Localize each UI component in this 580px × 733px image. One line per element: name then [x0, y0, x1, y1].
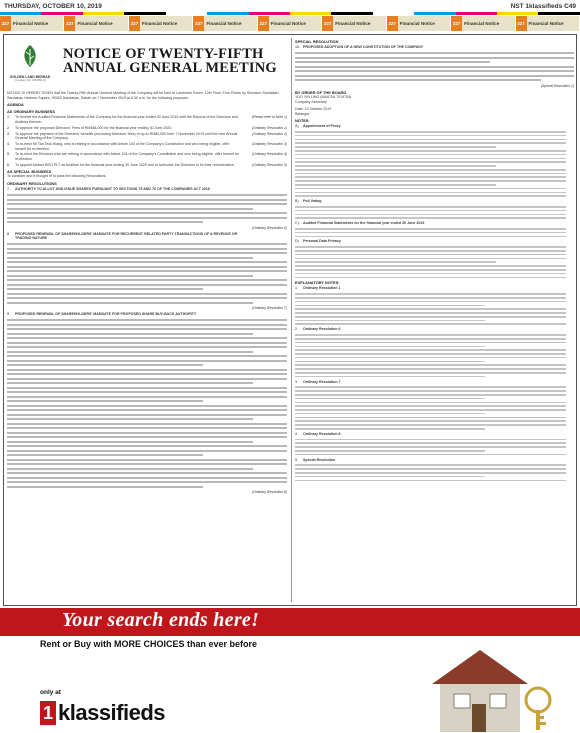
agenda-item-ref: (Ordinary Resolution 4) — [251, 152, 287, 157]
notice-intro: NOTICE IS HEREBY GIVEN that the Twenty-Fifth Annual General Meeting of the Company will be held at Landmark Room, 12th Floor, Four Points by Sheraton Sandakan, Sandakan Harbour Square, 90000 Sandakan, Sabah on 7 November 2019 at 8.30 a.m. for the following purposes: — [7, 91, 280, 100]
resolution-7-heading: AUTHORITY TO ALLOT AND ISSUE SHARES PURSUANT TO SECTIONS 75 AND 76 OF THE COMPANIES ACT 2016 — [15, 187, 210, 192]
category-tab-label: Financial Notice — [270, 21, 306, 26]
agm-notice — [3, 34, 577, 606]
explanatory-note-label: Ordinary Resolution 8 — [303, 431, 341, 436]
category-tab-number: 227 — [64, 16, 75, 31]
agenda-item-text: To approve the proposed Directors' Fees of RM468,000 for the financial year ending 30 June 2020. — [15, 125, 173, 130]
note-label: Poll Voting — [303, 199, 322, 204]
category-tab-number: 227 — [322, 16, 333, 31]
explanatory-notes-heading: EXPLANATORY NOTES: — [295, 280, 340, 286]
explanatory-note-label: Special Resolution — [303, 457, 336, 462]
explanatory-note — [295, 432, 574, 456]
notice-title-line1: NOTICE OF TWENTY-FIFTH — [63, 46, 264, 62]
klassifieds-logo[interactable] — [40, 700, 165, 726]
category-tab[interactable] — [193, 16, 257, 31]
note-label: Personal Data Privacy — [303, 239, 341, 244]
notice-right-column — [295, 35, 574, 603]
leaf-logo-icon — [19, 43, 41, 69]
category-tab-label: Financial Notice — [399, 21, 435, 26]
category-tab[interactable] — [129, 16, 193, 31]
explanatory-note-number: 3. — [295, 379, 298, 384]
explanatory-note-label: Ordinary Resolution 1 — [303, 286, 341, 291]
agenda-item-text: To receive the Audited Financial Statements of the Company for the financial year ended 30 June 2019 with the Reports of the Directors and Auditors thereon. — [15, 115, 238, 125]
category-tab[interactable] — [387, 16, 451, 31]
explanatory-note-label: Ordinary Resolution 6 — [303, 327, 341, 332]
note-label: Appointment of Proxy — [303, 124, 341, 129]
category-tab-number: 227 — [387, 16, 398, 31]
category-tabs — [0, 16, 580, 31]
colorbar-swatch — [290, 12, 331, 15]
agenda-item — [7, 132, 287, 141]
notice-title — [63, 47, 277, 75]
house-with-keys-icon — [420, 642, 570, 732]
note-number: A) — [295, 124, 299, 129]
category-tab-label: Financial Notice — [335, 21, 371, 26]
resolution-8-heading: PROPOSED RENEWAL OF SHAREHOLDERS' MANDATE FOR RECURRENT RELATED PARTY TRANSACTIONS OF A REVENUE OR TRADING NATURE — [15, 231, 238, 241]
agenda-item-ref: (Ordinary Resolution 3) — [251, 141, 287, 146]
company-logo-reg: (Company No. 1093456-H) — [14, 79, 46, 82]
colorbar-swatch — [83, 12, 124, 15]
page-folio — [511, 3, 576, 10]
colorbar-swatch — [414, 12, 455, 15]
note-number: B) — [295, 199, 299, 204]
by-order-heading: BY ORDER OF THE BOARD — [295, 90, 347, 96]
secretary-title: Company Secretary — [295, 100, 327, 105]
notice-date: Date: 10 October 2019 — [295, 106, 332, 111]
print-color-bar — [0, 12, 580, 15]
page-date: THURSDAY, OCTOBER 10, 2019 — [4, 2, 102, 10]
category-tab-label: Financial Notice — [77, 21, 113, 26]
resolution-8: 8. PROPOSED RENEWAL OF SHAREHOLDERS' MANDATE FOR RECURRENT RELATED PARTY TRANSACTIONS OF A REVENUE OR TRADING NATURE — [7, 231, 238, 241]
note-item — [295, 199, 574, 219]
agenda-item — [7, 163, 287, 168]
colorbar-swatch — [249, 12, 290, 15]
ordinary-resolutions-heading: ORDINARY RESOLUTIONS — [7, 181, 57, 187]
agenda-item — [7, 126, 287, 131]
explanatory-note-label: Ordinary Resolution 7 — [303, 379, 341, 384]
resolution-8-ref: (Ordinary Resolution 7) — [251, 306, 287, 311]
notice-place: Balangor — [295, 111, 310, 116]
agenda-item-ref: (Ordinary Resolution 2) — [251, 131, 287, 136]
agenda-item — [7, 142, 287, 151]
banner-subheadline: Rent or Buy with MORE CHOICES than ever before — [40, 639, 258, 649]
ordinary-business-heading: AS ORDINARY BUSINESS — [7, 109, 55, 115]
resolution-9-ref: (Ordinary Resolution 8) — [251, 490, 287, 495]
notice-left-column — [7, 35, 287, 603]
ordinary-business-list — [7, 115, 287, 167]
note-label: Audited Financial Statements for the financial year ended 30 June 2019 — [303, 221, 425, 226]
explanatory-note-number: 1. — [295, 286, 298, 291]
colorbar-swatch — [124, 12, 165, 15]
agenda-item — [7, 115, 287, 124]
category-tab[interactable] — [0, 16, 64, 31]
agenda-heading: AGENDA — [7, 102, 24, 108]
category-tab[interactable] — [451, 16, 515, 31]
category-tab[interactable] — [322, 16, 386, 31]
colorbar-swatch — [538, 12, 579, 15]
category-tab-number: 227 — [129, 16, 140, 31]
company-logo-name: GOLDEN LAND BERHAD — [9, 75, 51, 79]
notice-title-line2: ANNUAL GENERAL MEETING — [63, 60, 277, 76]
brand-label: 1klassifieds — [525, 2, 563, 10]
agenda-item-number: 3. — [7, 131, 10, 136]
agenda-item-number: 5. — [7, 152, 10, 157]
notes-heading: NOTES: — [295, 118, 310, 124]
explanatory-note — [295, 286, 574, 325]
note-item — [295, 221, 574, 237]
company-logo — [7, 43, 53, 82]
category-tab-number: 227 — [516, 16, 527, 31]
colorbar-swatch — [166, 12, 207, 15]
resolution-9-body — [7, 319, 287, 488]
klassifieds-logo-digit: 1 — [40, 701, 56, 725]
category-tab-label: Financial Notice — [13, 21, 49, 26]
explanatory-note — [295, 458, 574, 482]
agenda-item-ref: (Ordinary Resolution 1) — [251, 125, 287, 130]
special-business-heading: AS SPECIAL BUSINESS — [7, 169, 52, 175]
category-tab-label: Financial Notice — [141, 21, 178, 26]
category-tab[interactable] — [64, 16, 128, 31]
agenda-item-ref: (Ordinary Resolution 5) — [251, 162, 287, 167]
agenda-item-text: To re-elect the Directors who are retiring in accordance with Article 104 of the Company's Constitution and who being eligible, offer herself for re-election. — [15, 152, 239, 162]
klassifieds-logo-word: klassifieds — [58, 700, 166, 725]
colorbar-swatch — [41, 12, 82, 15]
category-tab[interactable] — [516, 16, 580, 31]
category-tab-number: 227 — [451, 16, 462, 31]
agenda-item-ref: (Please refer to Note 1) — [251, 115, 287, 120]
special-resolution-title: PROPOSED ADOPTION OF A NEW CONSTITUTION OF THE COMPANY — [303, 45, 424, 49]
resolution-7-body — [7, 194, 287, 223]
category-tab-label: Financial Notice — [464, 21, 500, 26]
category-tab-number: 227 — [0, 16, 11, 31]
note-number: D) — [295, 239, 299, 244]
agenda-item-number: 2. — [7, 125, 10, 130]
category-tab-label: Financial Notice — [206, 21, 242, 26]
colorbar-swatch — [373, 12, 414, 15]
category-tab-number: 227 — [193, 16, 204, 31]
special-resolution-heading: SPECIAL RESOLUTION — [295, 39, 339, 44]
page-number: C49 — [564, 2, 576, 10]
agenda-item-text: To appoint Messrs BDO PLT as Auditors for the financial year ending 30 June 2020 and to authorise the Directors to fix their remuneration. — [15, 162, 235, 167]
agenda-item-text: To approve the payment of the Directors' benefits (excluding Directors' fees) of up to RM80,000 from 7 November 2019 until the next Annual General Meeting of the Company. — [15, 131, 238, 141]
banner-headline: Your search ends here! — [62, 609, 260, 631]
agenda-item-number: 6. — [7, 162, 10, 167]
page-header — [0, 0, 580, 12]
notice-header — [7, 43, 287, 91]
agenda-item-number: 1. — [7, 115, 10, 120]
note-item — [295, 239, 574, 278]
colorbar-swatch — [331, 12, 372, 15]
explanatory-note — [295, 380, 574, 430]
note-item — [295, 124, 574, 197]
resolution-7: 7. AUTHORITY TO ALLOT AND ISSUE SHARES PURSUANT TO SECTIONS 75 AND 76 OF THE COMPANIES ACT 2016 — [7, 187, 210, 192]
edition-label: NST — [510, 2, 524, 10]
colorbar-swatch — [0, 12, 41, 15]
column-divider — [291, 38, 292, 602]
notes-list — [295, 124, 574, 278]
explanatory-note — [295, 327, 574, 377]
resolution-8-body — [7, 243, 287, 304]
colorbar-swatch — [497, 12, 538, 15]
special-resolution-ref: (Special Resolution 1) — [540, 83, 574, 88]
special-resolution-10: 10. PROPOSED ADOPTION OF A NEW CONSTITUTION OF THE COMPANY — [295, 45, 424, 49]
colorbar-swatch — [456, 12, 497, 15]
category-tab-number: 227 — [258, 16, 269, 31]
explanatory-note-number: 5. — [295, 457, 298, 462]
category-tab-label: Financial Notice — [528, 21, 564, 26]
secretary-name: YOO YIN LING (MAICSA 7019754) — [295, 95, 352, 100]
agenda-item — [7, 152, 287, 161]
special-resolution-body — [295, 52, 574, 81]
explanatory-note-number: 4. — [295, 431, 298, 436]
note-number: C) — [295, 221, 299, 226]
special-intro: To consider and if thought fit to pass the following Resolutions: — [7, 174, 107, 179]
agenda-item-number: 4. — [7, 141, 10, 146]
resolution-9-heading: PROPOSED RENEWAL OF SHAREHOLDERS' MANDATE FOR PROPOSED SHARE BUY-BACK AUTHORITY — [15, 312, 197, 317]
resolution-9: 9. PROPOSED RENEWAL OF SHAREHOLDERS' MANDATE FOR PROPOSED SHARE BUY-BACK AUTHORITY — [7, 312, 197, 317]
banner-only-at: only at — [40, 689, 61, 696]
resolution-7-ref: (Ordinary Resolution 6) — [251, 225, 287, 230]
klassifieds-banner[interactable] — [0, 608, 580, 733]
colorbar-swatch — [207, 12, 248, 15]
explanatory-note-number: 2. — [295, 327, 298, 332]
category-tab[interactable] — [258, 16, 322, 31]
agenda-item-text: To re-elect Mr Tan Teck Kiang, who is retiring in accordance with Article 104 of the Company's Constitution and who being eligible, offer herself for re-election. — [15, 141, 230, 151]
explanatory-notes-list — [295, 286, 574, 481]
